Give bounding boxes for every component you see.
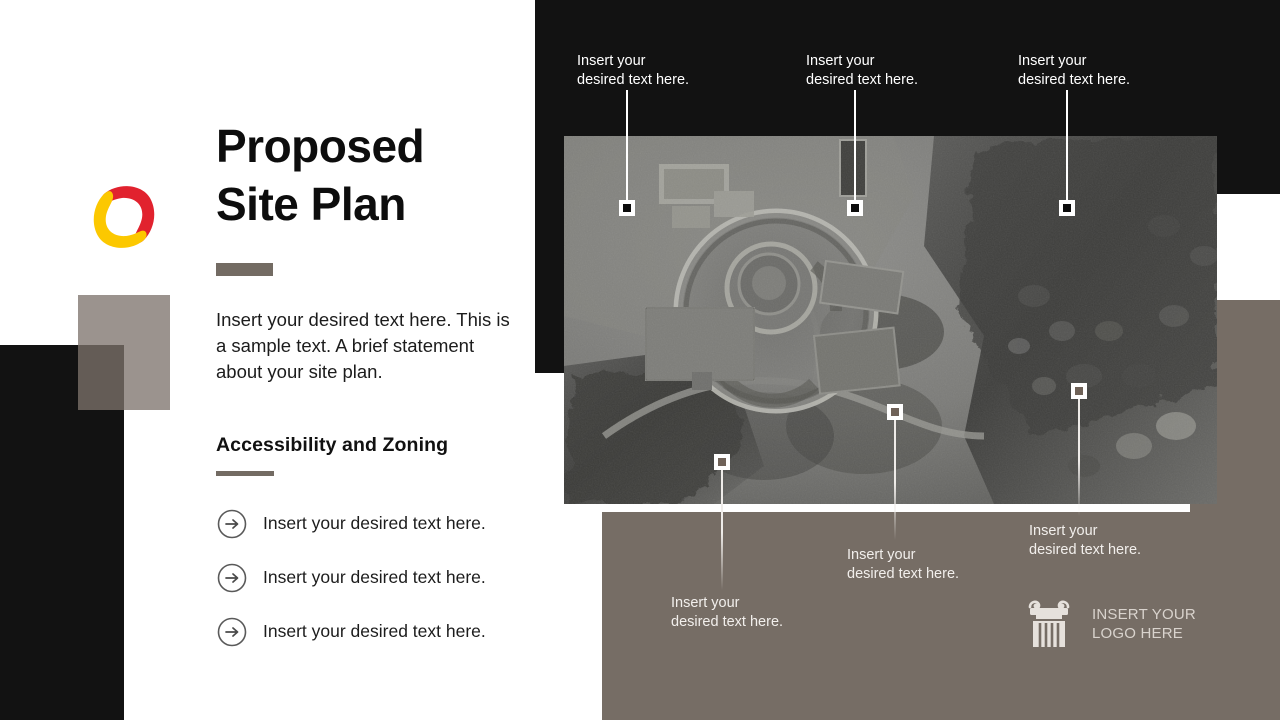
logo-placeholder[interactable] bbox=[1020, 595, 1196, 653]
callout-bottom-2-leader-line bbox=[894, 412, 896, 540]
logo-placeholder-line2: LOGO HERE bbox=[1092, 625, 1183, 642]
page-title-line1: Proposed bbox=[216, 120, 425, 172]
list-item-label: Insert your desired text here. bbox=[263, 513, 486, 534]
list-item[interactable] bbox=[216, 497, 486, 551]
callout-line-2: desired text here. bbox=[806, 72, 919, 89]
subheading-accent-bar bbox=[216, 471, 274, 476]
callout-top-3-leader-line bbox=[1066, 90, 1068, 208]
callout-line-1: Insert your bbox=[671, 595, 740, 611]
callout-top-2-marker[interactable] bbox=[847, 200, 863, 216]
callout-bottom-3-leader-line bbox=[1078, 394, 1080, 516]
circle-arrow-right-icon bbox=[216, 616, 248, 648]
site-aerial-photo bbox=[564, 136, 1217, 504]
callout-line-1: Insert your bbox=[806, 53, 875, 69]
callout-line-2: desired text here. bbox=[1018, 72, 1131, 89]
list-item-label: Insert your desired text here. bbox=[263, 567, 486, 588]
callout-line-2: desired text here. bbox=[577, 72, 690, 89]
callout-top-2-text bbox=[806, 52, 918, 90]
callout-bottom-1-text bbox=[671, 594, 783, 632]
list-item-label: Insert your desired text here. bbox=[263, 621, 486, 642]
circle-arrow-right-icon bbox=[216, 508, 248, 540]
title-accent-bar bbox=[216, 263, 273, 276]
callout-line-1: Insert your bbox=[577, 53, 646, 69]
callout-line-1: Insert your bbox=[1029, 523, 1098, 539]
callout-line-1: Insert your bbox=[1018, 53, 1087, 69]
logo-placeholder-text bbox=[1092, 605, 1196, 643]
callout-bottom-2-marker[interactable] bbox=[887, 404, 903, 420]
callout-line-1: Insert your bbox=[847, 547, 916, 563]
section-subheading: Accessibility and Zoning bbox=[216, 434, 449, 456]
bullet-list bbox=[216, 497, 486, 659]
brand-logo bbox=[88, 178, 160, 258]
list-item[interactable] bbox=[216, 551, 486, 605]
callout-bottom-3-text bbox=[1029, 522, 1141, 560]
logo-placeholder-line1: INSERT YOUR bbox=[1092, 605, 1196, 623]
callout-top-3-text bbox=[1018, 52, 1130, 90]
callout-top-1-leader-line bbox=[626, 90, 628, 208]
lead-paragraph: Insert your desired text here. This is a sample text. A brief statement about your site plan. bbox=[216, 309, 510, 383]
callout-line-2: desired text here. bbox=[847, 566, 960, 583]
callout-line-2: desired text here. bbox=[1029, 542, 1142, 559]
callout-top-3-marker[interactable] bbox=[1059, 200, 1075, 216]
callout-bottom-2-text bbox=[847, 546, 959, 584]
callout-bottom-1-leader-line bbox=[721, 462, 723, 590]
callout-line-2: desired text here. bbox=[671, 614, 784, 631]
callout-top-1-text bbox=[577, 52, 689, 90]
callout-top-2-leader-line bbox=[854, 90, 856, 208]
page-title-line2: Site Plan bbox=[216, 177, 406, 230]
list-item[interactable] bbox=[216, 605, 486, 659]
circle-arrow-right-icon bbox=[216, 562, 248, 594]
page-title bbox=[216, 118, 546, 234]
ionic-column-icon bbox=[1020, 595, 1078, 653]
callout-bottom-1-marker[interactable] bbox=[714, 454, 730, 470]
decor-gray-overlap-block bbox=[78, 345, 124, 410]
callout-bottom-3-marker[interactable] bbox=[1071, 383, 1087, 399]
callout-top-1-marker[interactable] bbox=[619, 200, 635, 216]
